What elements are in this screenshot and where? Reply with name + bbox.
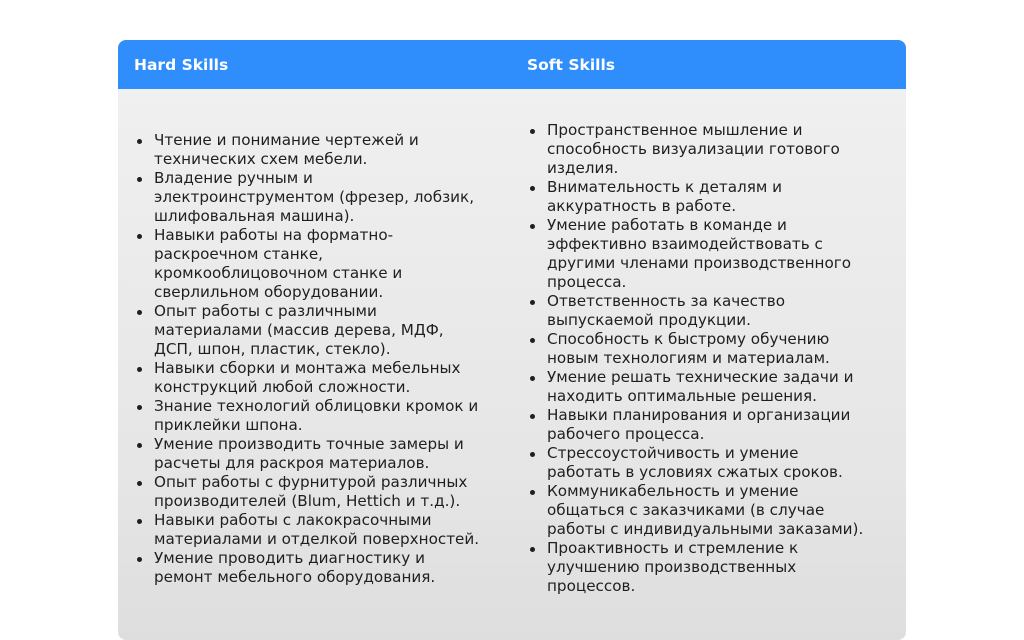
hard-skills-header: Hard Skills (134, 56, 229, 74)
list-item: Навыки работы с лакокрасочными материалами и отделкой поверхностей. (134, 511, 514, 549)
table-header (118, 40, 906, 89)
list-item: Навыки сборки и монтажа мебельных конструкций любой сложности. (134, 359, 514, 397)
soft-skills-header: Soft Skills (527, 56, 615, 74)
soft-skills-column (527, 121, 897, 596)
list-item: Навыки работы на форматно- раскроечном станке, кромкооблицовочном станке и сверлильном оборудовании. (134, 226, 514, 302)
list-item: Пространственное мышление и способность визуализации готового изделия. (527, 121, 897, 178)
list-item: Внимательность к деталям и аккуратность в работе. (527, 178, 897, 216)
hard-skills-column (134, 131, 514, 587)
list-item: Ответственность за качество выпускаемой продукции. (527, 292, 897, 330)
list-item: Опыт работы с фурнитурой различных производителей (Blum, Hettich и т.д.). (134, 473, 514, 511)
list-item: Умение решать технические задачи и находить оптимальные решения. (527, 368, 897, 406)
list-item: Знание технологий облицовки кромок и приклейки шпона. (134, 397, 514, 435)
list-item: Способность к быстрому обучению новым технологиям и материалам. (527, 330, 897, 368)
list-item: Проактивность и стремление к улучшению производственных процессов. (527, 539, 897, 596)
soft-skills-list (527, 121, 897, 596)
list-item: Умение производить точные замеры и расчеты для раскроя материалов. (134, 435, 514, 473)
list-item: Умение работать в команде и эффективно взаимодействовать с другими членами производственного процесса. (527, 216, 897, 292)
list-item: Коммуникабельность и умение общаться с заказчиками (в случае работы с индивидуальными заказами). (527, 482, 897, 539)
hard-skills-list (134, 131, 514, 587)
skills-table (118, 40, 906, 640)
list-item: Чтение и понимание чертежей и технических схем мебели. (134, 131, 514, 169)
list-item: Умение проводить диагностику и ремонт мебельного оборудования. (134, 549, 514, 587)
list-item: Владение ручным и электроинструментом (фрезер, лобзик, шлифовальная машина). (134, 169, 514, 226)
list-item: Навыки планирования и организации рабочего процесса. (527, 406, 897, 444)
list-item: Стрессоустойчивость и умение работать в условиях сжатых сроков. (527, 444, 897, 482)
list-item: Опыт работы с различными материалами (массив дерева, МДФ, ДСП, шпон, пластик, стекло). (134, 302, 514, 359)
